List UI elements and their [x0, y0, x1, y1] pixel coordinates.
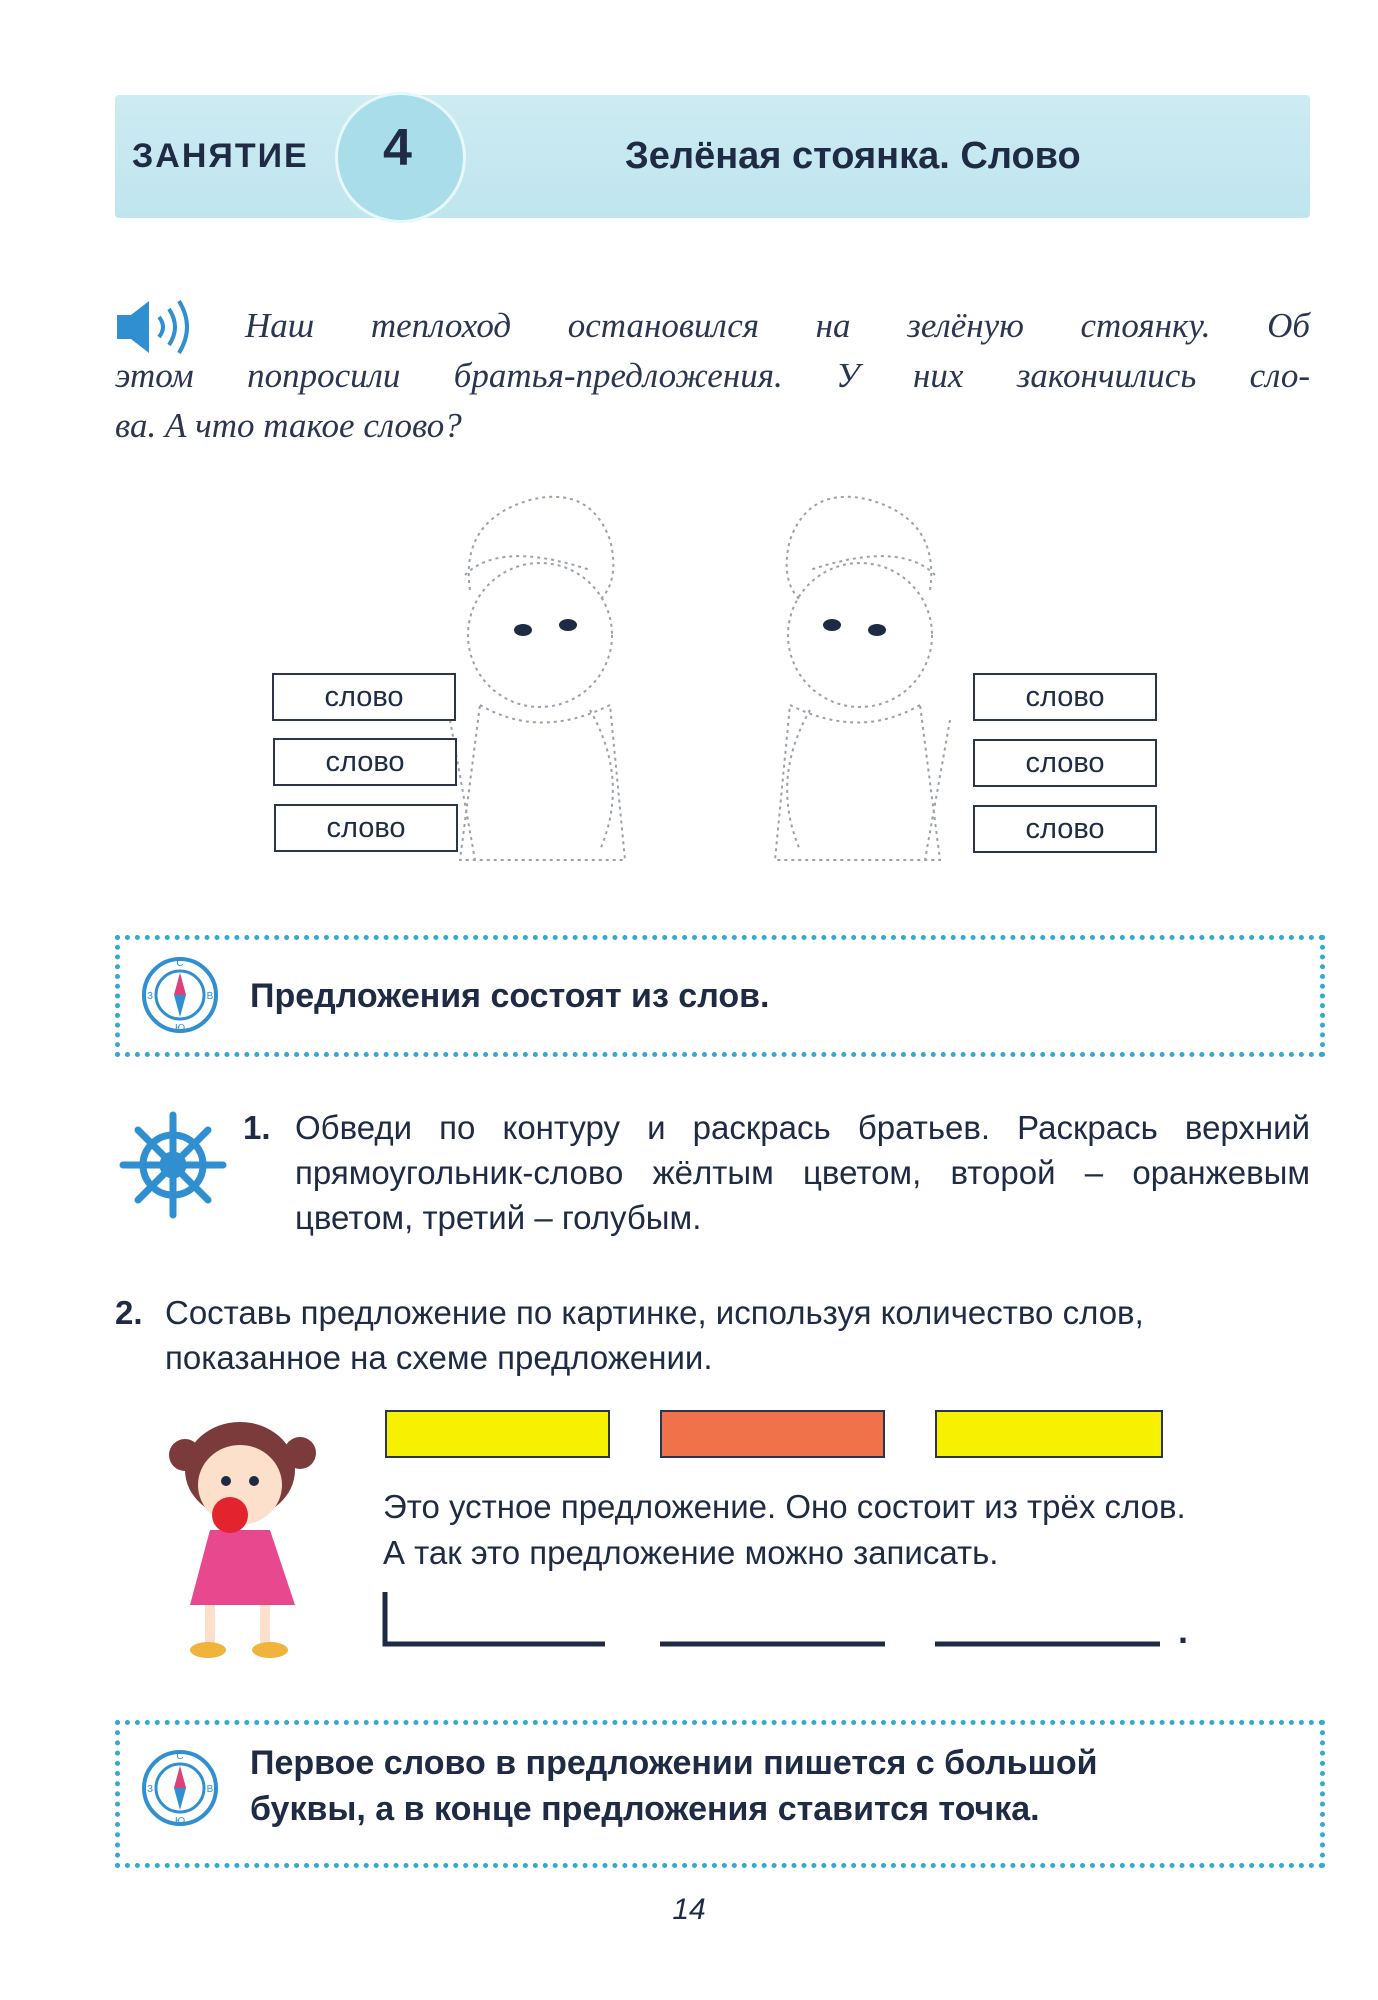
intro-text-line: этом попросили братья-предложения. У них закончились сло-	[115, 356, 1310, 395]
task-text-line: Составь предложение по картинке, используя количество слов,	[165, 1294, 1144, 1331]
task-number: 2.	[115, 1294, 143, 1331]
page-number: 14	[672, 1893, 706, 1926]
intro-text-line: Наш теплоход остановился на зелёную стоянку. Об	[245, 306, 1310, 345]
task-text-line: показанное на схеме предложении.	[165, 1339, 713, 1376]
compass-icon	[140, 1748, 220, 1828]
sentence-end-dot: .	[1178, 1610, 1189, 1651]
compass-letter-north: С	[176, 958, 184, 969]
oral-sentence-text: А так это предложение можно записать.	[383, 1534, 999, 1571]
speaker-icon	[115, 297, 205, 357]
brothers-outline-illustration	[440, 480, 960, 880]
task-text: Обведи по контуру и раскрась братьев. Раскрась верхний прямоугольник-слово жёлтым цветом, второй – оранжевым цветом, третий – голубым.	[295, 1109, 1310, 1236]
rule-text-line: Первое слово в предложении пишется с большой	[250, 1744, 1098, 1782]
rule-text: Предложения состоят из слов.	[250, 977, 770, 1015]
word-box-left-2: слово	[273, 738, 457, 786]
written-sentence-scheme	[380, 1590, 1200, 1650]
compass-letter-east: В	[206, 1784, 214, 1795]
lesson-number: 4	[383, 119, 412, 177]
compass-letter-south: Ю	[174, 1816, 186, 1827]
task-number: 1.	[243, 1109, 271, 1146]
word-scheme-bar-yellow	[385, 1410, 610, 1458]
compass-letter-east: В	[206, 991, 214, 1002]
task-text	[165, 1290, 1315, 1380]
word-box-right-3: слово	[973, 805, 1157, 853]
ship-wheel-icon	[118, 1110, 228, 1220]
compass-letter-west: З	[146, 991, 154, 1002]
girl-with-apple-illustration	[160, 1415, 330, 1665]
word-scheme-bar-orange	[660, 1410, 885, 1458]
word-scheme-bar-yellow	[935, 1410, 1163, 1458]
rule-text	[250, 1740, 1098, 1832]
intro-text-line: ва. А что такое слово?	[115, 406, 462, 445]
compass-letter-north: С	[176, 1751, 184, 1762]
lesson-label: ЗАНЯТИЕ	[132, 137, 309, 175]
lesson-title: Зелёная стоянка. Слово	[625, 135, 1081, 177]
compass-letter-west: З	[146, 1784, 154, 1795]
oral-sentence-text: Это устное предложение. Оно состоит из трёх слов.	[383, 1488, 1186, 1525]
word-box-left-3: слово	[274, 804, 458, 852]
compass-letter-south: Ю	[174, 1023, 186, 1034]
compass-icon	[140, 955, 220, 1035]
word-box-left-1: слово	[272, 673, 456, 721]
word-box-right-1: слово	[973, 673, 1157, 721]
word-box-right-2: слово	[973, 739, 1157, 787]
rule-text-line: буквы, а в конце предложения ставится точка.	[250, 1790, 1040, 1828]
